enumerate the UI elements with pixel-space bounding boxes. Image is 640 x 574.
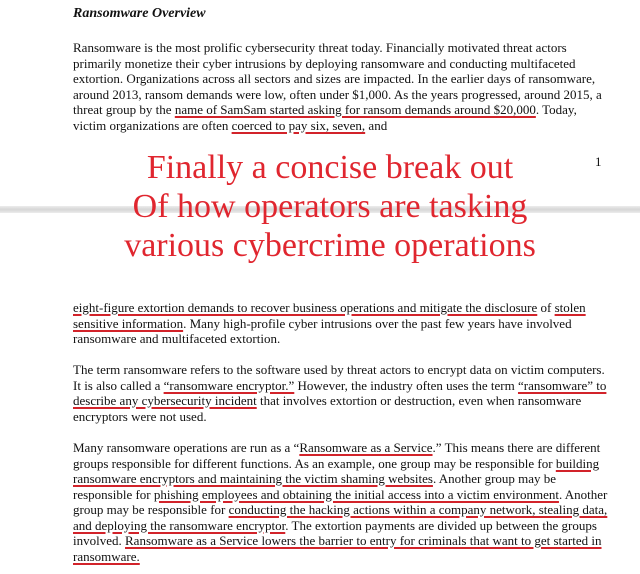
annotation-line-3: various cybercrime operations — [124, 227, 536, 264]
paragraph-raas — [73, 440, 613, 564]
text-run: However, the industry often uses the term — [294, 377, 518, 393]
text-run: . Today, victim organizations are often — [73, 102, 577, 133]
text-run: . Another group may be responsible for — [73, 471, 557, 502]
underlined-text: phishing employees and obtaining the initial access into a victim environment — [153, 486, 559, 502]
text-run: of — [537, 300, 555, 315]
underlined-text: eight-figure extortion demands to recover business operations and mitigate the disclosure — [73, 300, 538, 315]
paragraph-definition — [73, 362, 613, 424]
text-run: and — [365, 117, 388, 133]
text-run: . Many high-profile cyber intrusions over the past few years have involved ransomware and multifaceted extortion. — [73, 315, 572, 346]
red-annotation-overlay — [70, 148, 590, 265]
text-run: Many ransomware operations are run as a “ — [73, 440, 300, 455]
text-run: Ransomware is the most prolific cybersecurity threat today. Financially motivated threat actors primarily monetize their cyber intrusions by deploying ransomware and conducting multifaceted extortion. Organizations across all sectors and sizes are impacted. In the earlier days of ransomware, around 2013, ransom demands were low, often under $1,000. As the years progressed, around 2015, a threat group by the — [73, 40, 602, 117]
underlined-text: building ransomware encryptors and maintaining the victim shaming websites — [73, 455, 600, 486]
text-run: .” This means there are different groups responsible for different functions. As an example, one group may be responsible for — [73, 440, 601, 471]
paragraph-extortion — [73, 300, 613, 347]
underlined-text: conducting the hacking actions within a company network, stealing data, and deploying the ransomware encryptor — [73, 502, 608, 533]
underlined-text: “ransomware encryptor.” — [163, 377, 295, 393]
paragraph-intro — [73, 40, 613, 133]
text-run: that involves extortion or destruction, even when ransomware encryptors were not used. — [73, 393, 582, 424]
page-number: 1 — [595, 154, 602, 169]
underlined-text: “ransomware” to describe any cybersecurity incident — [73, 377, 607, 408]
underlined-text: Ransomware as a Service lowers the barrier to entry for criminals that want to get started in ransomware. — [73, 533, 602, 564]
underlined-text: Ransomware as a Service — [299, 440, 433, 455]
text-run: . Another group may be responsible for — [73, 486, 608, 517]
text-run: The term ransomware refers to the software used by threat actors to encrypt data on victim computers. It is also called a — [73, 362, 605, 393]
underlined-text: name of SamSam started asking for ransom demands around $20,000 — [174, 102, 536, 117]
annotation-line-1: Finally a concise break out — [146, 149, 514, 186]
underlined-text: coerced to pay six, seven, — [231, 117, 366, 133]
text-run: . The extortion payments are divided up between the groups involved. — [73, 517, 597, 548]
underlined-text: stolen sensitive information — [73, 300, 586, 331]
document-heading: Ransomware Overview — [73, 6, 206, 21]
annotation-line-2: Of how operators are tasking — [132, 188, 528, 225]
